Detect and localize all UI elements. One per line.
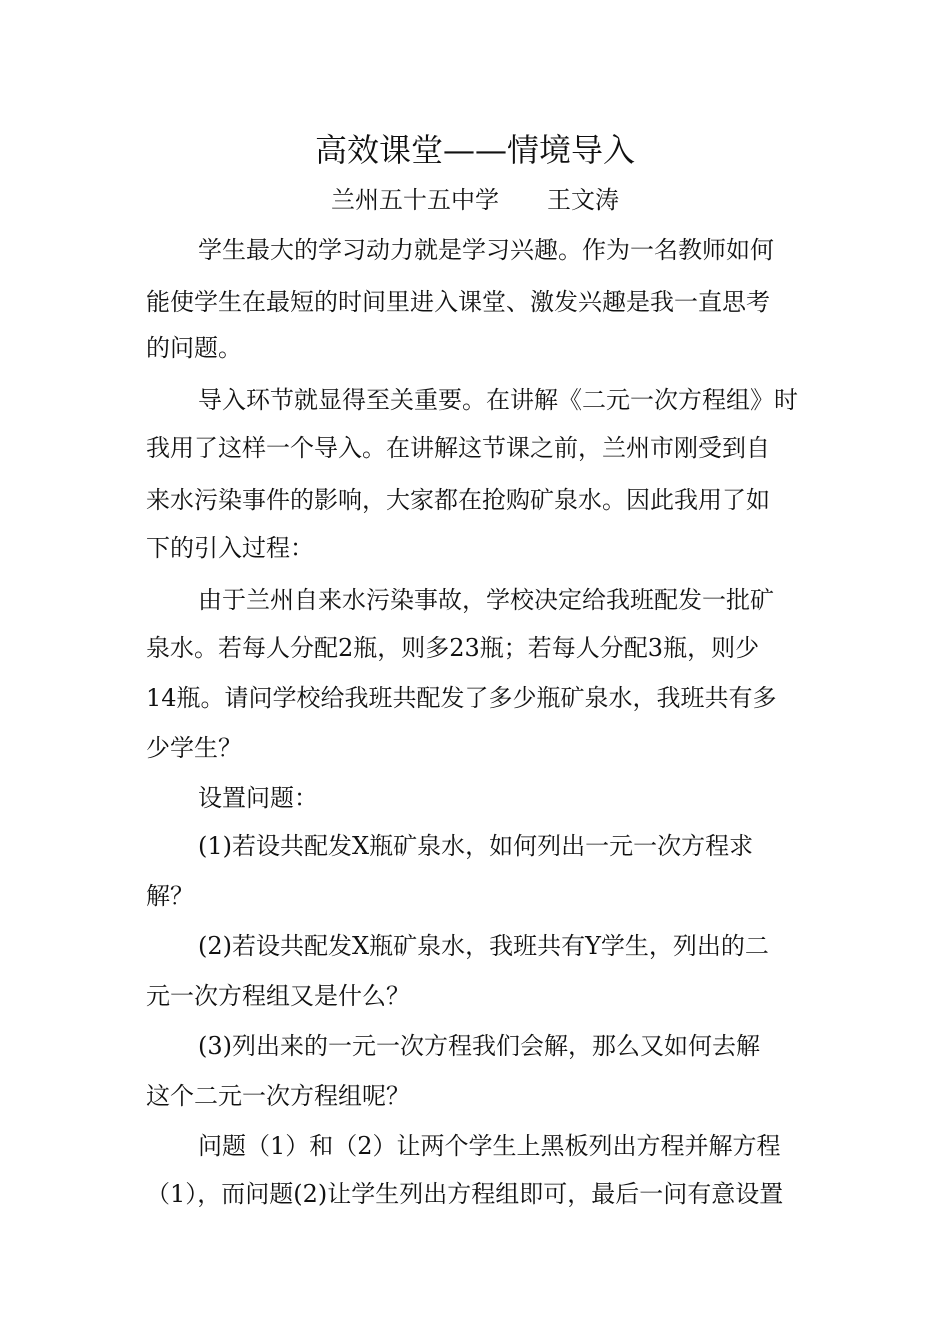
paragraph-line: 这个二元一次方程组呢？ [146, 1082, 410, 1110]
paragraph-line: 泉水。若每人分配2瓶，则多23瓶；若每人分配3瓶，则少 [146, 634, 760, 662]
paragraph-line: 由于兰州自来水污染事故，学校决定给我班配发一批矿 [198, 586, 774, 614]
paragraph-line: 14瓶。请问学校给我班共配发了多少瓶矿泉水，我班共有多 [146, 684, 777, 712]
paragraph-line: (1)若设共配发X瓶矿泉水，如何列出一元一次方程求 [198, 832, 754, 860]
paragraph-line: 的问题。 [146, 334, 242, 362]
paragraph-line: 元一次方程组又是什么？ [146, 982, 410, 1010]
paragraph-line: (3)列出来的一元一次方程我们会解，那么又如何去解 [198, 1032, 760, 1060]
paragraph-line: 下的引入过程： [146, 534, 314, 562]
paragraph-line: 设置问题： [198, 784, 318, 812]
paragraph-line: (2)若设共配发X瓶矿泉水，我班共有Y学生，列出的二 [198, 932, 769, 960]
paragraph-line: 我用了这样一个导入。在讲解这节课之前，兰州市刚受到自 [146, 434, 770, 462]
paragraph-line: 导入环节就显得至关重要。在讲解《二元一次方程组》时 [198, 386, 798, 414]
document-title: 高效课堂——情境导入 [314, 131, 635, 169]
paragraph-line: 解？ [146, 882, 194, 910]
paragraph-line: 少学生？ [146, 734, 242, 762]
paragraph-line: 问题（1）和（2）让两个学生上黑板列出方程并解方程 [198, 1132, 781, 1160]
paragraph-line: 能使学生在最短的时间里进入课堂、激发兴趣是我一直思考 [146, 288, 770, 316]
paragraph-line: （1），而问题(2)让学生列出方程组即可，最后一问有意设置 [146, 1180, 784, 1208]
author-byline: 兰州五十五中学 王文涛 [331, 186, 619, 214]
paragraph-line: 学生最大的学习动力就是学习兴趣。作为一名教师如何 [198, 236, 774, 264]
paragraph-line: 来水污染事件的影响，大家都在抢购矿泉水。因此我用了如 [146, 486, 770, 514]
